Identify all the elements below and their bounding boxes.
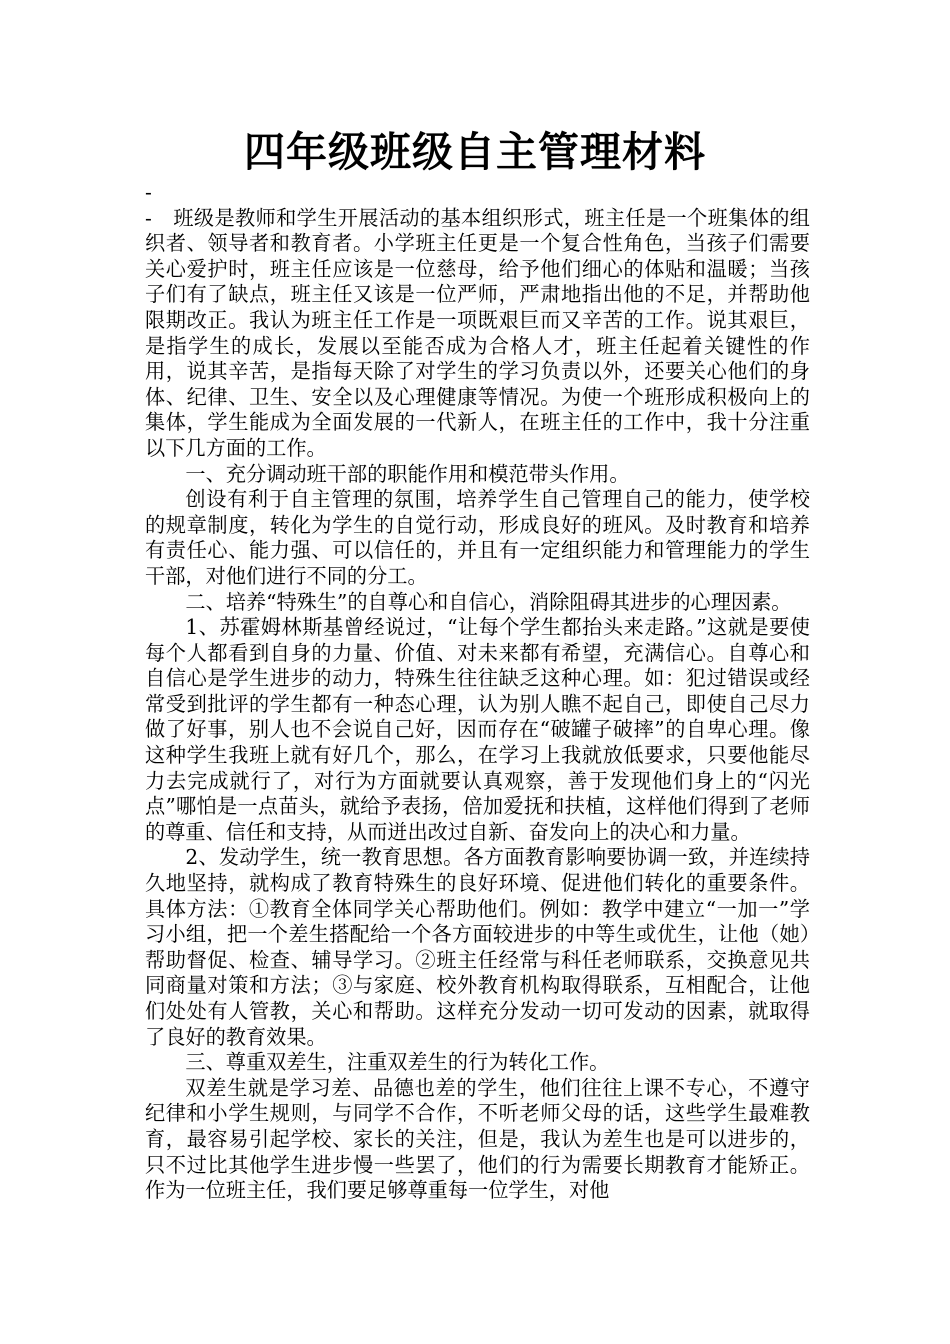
section-heading-3: 三、尊重双差生，注重双差生的行为转化工作。 [185,1050,610,1075]
paragraph-2-1: 1、苏霍姆林斯基曾经说过，“让每个学生都抬头来走路。”这就是要使每个人都看到自身的力量、价值、对未来都有希望，充满信心。自尊心和自信心是学生进步的动力，特殊生往往缺乏这种心理。如：犯过错误或经常受到批评的学生都有一种态心理，认为别人瞧不起自己，即使自己尽力做了好事，别人也不会说自己好，因而存在“破罐子破摔”的自卑心理。像这种学生我班上就有好几个，那么，在学习上我就放低要求，只要他能尽力去完成就行了，对行为方面就要认真观察，善于发现他们身上的“闪光点”哪怕是一点苗头，就给予表扬，倍加爱抚和扶植，这样他们得到了老师的尊重、信任和支持，从而迸出改过自新、奋发向上的决心和力量。 [145,615,810,844]
paragraph-1: 创设有利于自主管理的氛围，培养学生自己管理自己的能力，使学校的规章制度，转化为学生的自觉行动，形成良好的班风。及时教育和培养有责任心、能力强、可以信任的，并且有一定组织能力和管理能力的学生干部，对他们进行不同的分工。 [145,487,810,588]
paragraph-intro [145,206,810,462]
document-body [145,180,810,1204]
paragraph-2-2: 2、发动学生，统一教育思想。各方面教育影响要协调一致，并连续持久地坚持，就构成了教育特殊生的良好环境、促进他们转化的重要条件。具体方法：①教育全体同学关心帮助他们。例如：教学中建立“一加一”学习小组，把一个差生搭配给一个各方面较进步的中等生或优生，让他（她）帮助督促、检查、辅导学习。②班主任经常与科任老师联系，交换意见共同商量对策和方法；③与家庭、校外教育机构取得联系，互相配合，让他们处处有人管教，关心和帮助。这样充分发动一切可发动的因素，就取得了良好的教育效果。 [145,845,810,1049]
paragraph-3: 双差生就是学习差、品德也差的学生，他们往往上课不专心，不遵守纪律和小学生规则，与同学不合作，不听老师父母的话，这些学生最难教育，最容易引起学校、家长的关注，但是，我认为差生也是可以进步的，只不过比其他学生进步慢一些罢了，他们的行为需要长期教育才能矫正。作为一位班主任，我们要足够尊重每一位学生，对他 [145,1075,810,1203]
document-title: 四年级班级自主管理材料 [244,128,706,176]
section-heading-1: 一、充分调动班干部的职能作用和模范带头作用。 [185,461,630,486]
section-heading-2: 二、培养“特殊生”的自尊心和自信心，消除阻碍其进步的心理因素。 [185,589,792,614]
intro-dash: - [145,205,152,230]
leading-dash: - [145,180,152,204]
paragraph-intro-text: 班级是教师和学生开展活动的基本组织形式，班主任是一个班集体的组织者、领导者和教育者。小学班主任更是一个复合性角色，当孩子们需要关心爱护时，班主任应该是一位慈母，给予他们细心的体贴和温暖；当孩子们有了缺点，班主任又该是一位严师，严肃地指出他的不足，并帮助他限期改正。我认为班主任工作是一项既艰巨而又辛苦的工作。说其艰巨，是指学生的成长，发展以至能否成为合格人才，班主任起着关键性的作用，说其辛苦，是指每天除了对学生的学习负责以外，还要关心他们的身体、纪律、卫生、安全以及心理健康等情况。为使一个班形成积极向上的集体，学生能成为全面发展的一代新人，在班主任的工作中，我十分注重以下几方面的工作。 [145,205,810,460]
